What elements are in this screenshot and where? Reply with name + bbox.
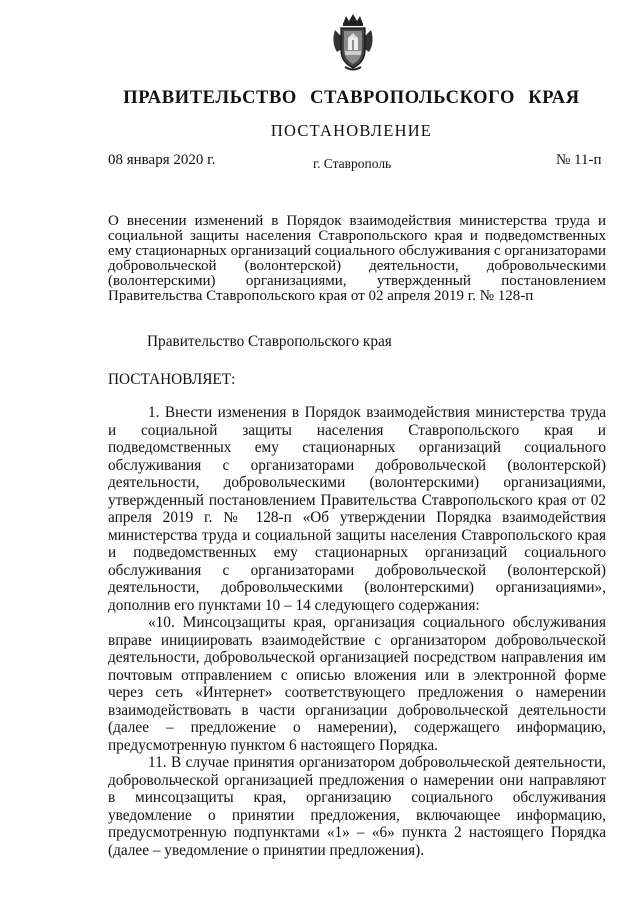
document-subject: О внесении изменений в Порядок взаимодействия министерства труда и социальной защиты населения Ставропольского края и подведомственных ему стационарных организаций социального обслуживания с организаторами добровольческой (волонтерской) деятельности, добровольческими (волонтерскими) организациями, утвержденный постановлением Правительства Ставропольского края от 02 апреля 2019 г. № 128-п (108, 213, 606, 304)
document-type-heading: ПОСТАНОВЛЕНИЕ (270, 121, 433, 140)
paragraph-11: 11. В случае принятия организатором добровольческой деятельности, добровольческой организацией предложения о намерении они направляют в минсоцзащиты края, организацию социального обслуживания уведомление о принятии предложения, включающее информацию, предусмотренную подпунктами «1» – «6» пункта 2 настоящего Порядка (далее – уведомление о принятии предложения). (108, 754, 606, 859)
paragraph-10: «10. Минсоцзащиты края, организация социального обслуживания вправе инициировать взаимодействие с организатором добровольческой деятельности, добровольческой организацией посредством направления им почтовым отправлением с описью вложения или в электронной форме через сеть «Интернет» соответствующего предложения о намерении взаимодействовать в части организации добровольческой деятельности (далее – предложение о намерении), содержащего информацию, предусмотренную пунктом 6 настоящего Порядка. (108, 614, 606, 754)
resolves-heading: ПОСТАНОВЛЯЕТ: (108, 371, 236, 388)
government-title: ПРАВИТЕЛЬСТВО СТАВРОПОЛЬСКОГО КРАЯ (123, 88, 580, 108)
coat-of-arms-icon (329, 12, 377, 74)
document-number: № 11-п (556, 152, 602, 168)
document-city: г. Ставрополь (313, 156, 392, 171)
issuing-authority: Правительство Ставропольского края (147, 333, 392, 350)
document-body (108, 404, 606, 859)
document-date: 08 января 2020 г. (108, 152, 216, 168)
paragraph-1: 1. Внести изменения в Порядок взаимодействия министерства труда и социальной защиты населения Ставропольского края и подведомственных ему стационарных организаций социального обслуживания с организаторами добровольческой (волонтерской) деятельности, добровольческими (волонтерскими) организациями, утвержденный постановлением Правительства Ставропольского края от 02 апреля 2019 г. № 128-п «Об утверждении Порядка взаимодействия министерства труда и социальной защиты населения Ставропольского края и подведомственных ему стационарных организаций социального обслуживания с организаторами добровольческой (волонтерской) деятельности, добровольческими (волонтерскими) организациями», дополнив его пунктами 10 – 14 следующего содержания: (108, 404, 606, 614)
